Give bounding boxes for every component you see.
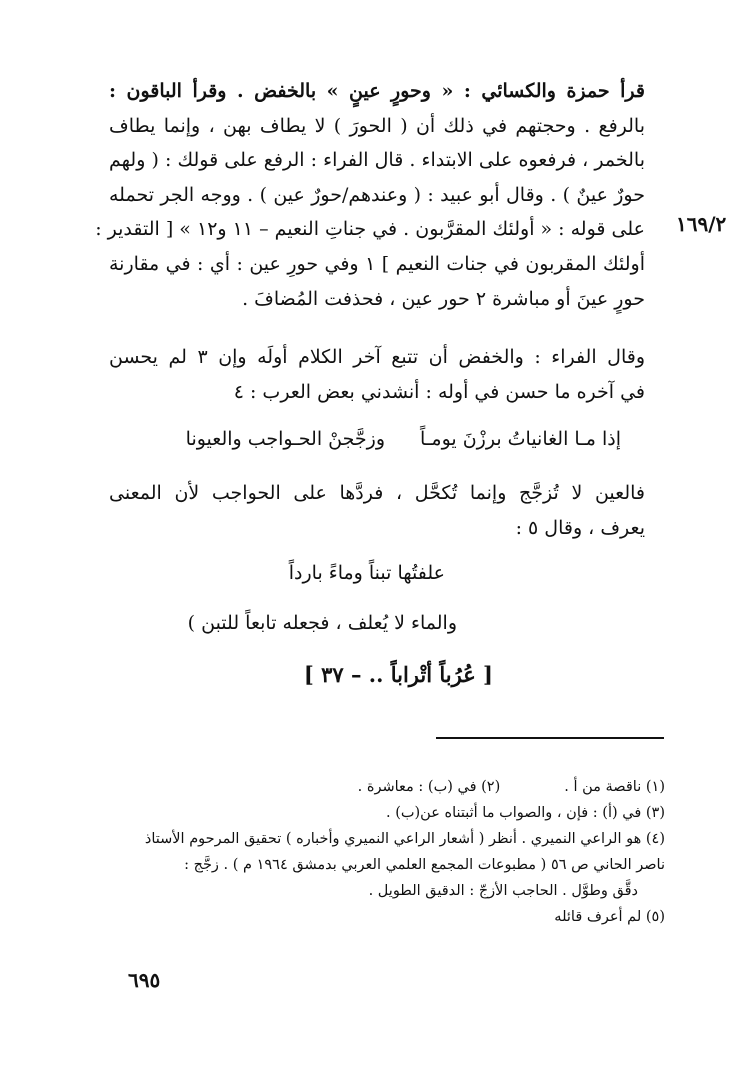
footnote-row — [105, 774, 665, 800]
text-line: وقال الفراء : والخفض أن تتبع آخر الكلام أولَه وإن ٣ لم يحسن — [109, 346, 646, 368]
text-line: حورٌ عينٌ ) . وقال أبو عبيد : ( وعندهم/حورٌ عين ) . ووجه الجر تحمله — [109, 183, 645, 206]
footnote-3: (٣) في (أ) : فإن ، والصواب ما أثبتناه عن(ب) . — [386, 805, 665, 821]
quote-verse-line: علفتُها تبناً وماءً بارداً — [288, 562, 445, 584]
text-line: بالخمر ، فرفعوه على الابتداء . قال الفراء : الرفع على قولك : ( ولهم — [109, 149, 645, 172]
text-line: على قوله : « أولئك المقرَّبون . في جناتِ النعيم – ١١ و١٢ » [ التقدير : — [95, 218, 645, 241]
footnotes — [105, 774, 665, 930]
footnote-4-line: دقَّق وطوَّل . الحاجب الأزجّ : الدقيق الطويل . — [368, 883, 638, 899]
verse-hemistich-second: وزجَّجنْ الحـواجب والعيونا — [185, 428, 385, 450]
verse-hemistich-first: إذا مـا الغانياتُ برزْنَ يومـاً — [420, 428, 621, 450]
quote-closing-line: والماء لا يُعلف ، فجعله تابعاً للتبن ) — [187, 612, 457, 634]
text-line: يعرف ، وقال ٥ : — [515, 516, 645, 539]
paragraph-farra — [109, 340, 645, 409]
paragraph-explanation — [109, 476, 645, 545]
footnote-1: (١) ناقصة من أ . — [564, 779, 665, 795]
text-line: في آخره ما حسن في أوله : أنشدني بعض العرب : ٤ — [233, 380, 645, 403]
text-line: بالرفع . وحجتهم في ذلك أن ( الحورَ ) لا يطاف بهن ، وإنما يطاف — [109, 114, 645, 137]
text-line: فالعين لا تُزجَّج وإنما تُكحَّل ، فردَّها على الحواجب لأن المعنى — [109, 482, 645, 504]
text-line: حورٍ عينَ أو مباشرة ٢ حور عين ، فحذفت المُضافَ . — [242, 287, 645, 310]
quran-heading: [ عُرُباً أتْراباً .. – ٣٧ ] — [303, 662, 493, 687]
margin-page-reference: ١٦٩/٢ — [676, 212, 727, 236]
text-line: أولئك المقربون في جنات النعيم ] ١ وفي حورِ عين : أي : في مقارنة — [109, 252, 646, 275]
footnote-4-line: (٤) هو الراعي النميري . أنظر ( أشعار الراعي النميري وأخباره ) تحقيق المرحوم الأستاذ — [144, 831, 665, 847]
footnote-4-line: ناصر الحاني ص ٥٦ ( مطبوعات المجمع العلمي العربي بدمشق ١٩٦٤ م ) . زجَّج : — [184, 857, 665, 873]
footnote-5: (٥) لم أعرف قائله — [554, 909, 665, 925]
paragraph-qiraat — [95, 74, 646, 316]
footnote-divider — [436, 737, 664, 739]
text-line: قرأ حمزة والكسائي : « وحورٍ عينٍ » بالخفض . وقرأ الباقون : — [109, 80, 645, 102]
page-number: ٦٩٥ — [128, 968, 161, 992]
footnote-2: (٢) في (ب) : معاشرة . — [357, 779, 501, 795]
